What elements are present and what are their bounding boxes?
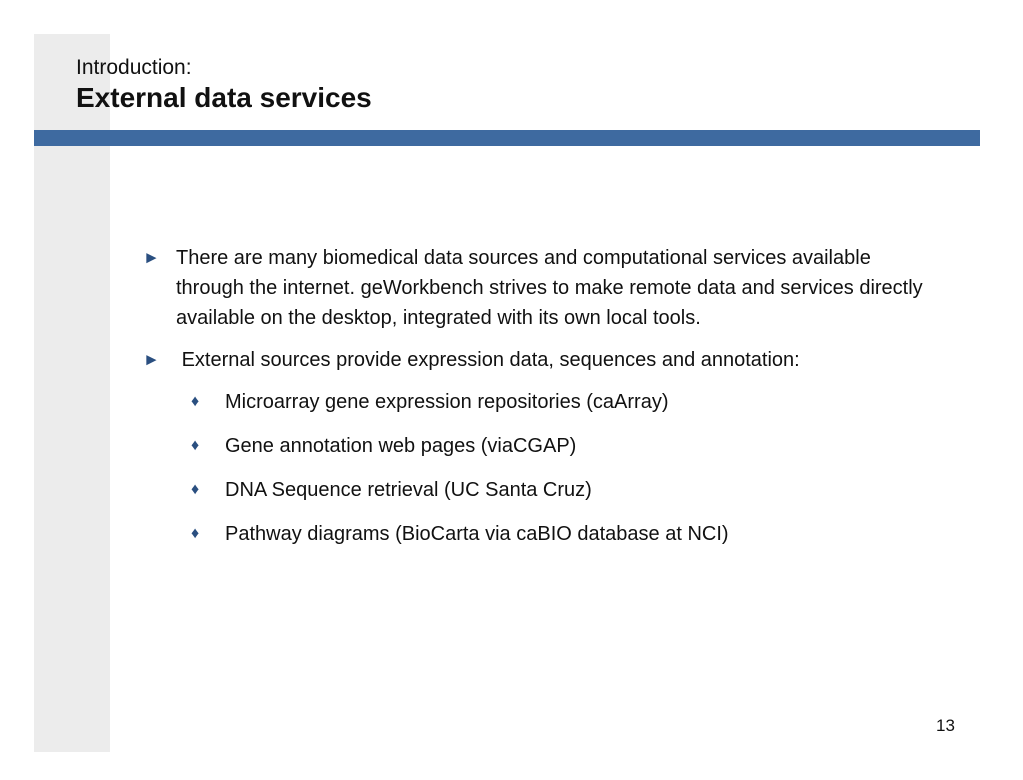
slide-title: External data services — [76, 82, 372, 113]
sub-bullet-item — [143, 475, 943, 505]
sub-bullet-text: DNA Sequence retrieval (UC Santa Cruz) — [225, 479, 592, 501]
bullet-text: There are many biomedical data sources and computational services available through the internet. geWorkbench strives to make remote data and services directly available on the desktop, integrated with its own local tools. — [176, 247, 923, 329]
bullet-item — [143, 345, 943, 375]
slide-title-block — [76, 55, 372, 115]
diamond-bullet-icon: ♦ — [191, 393, 200, 410]
sub-bullet-item — [143, 519, 943, 549]
diamond-bullet-icon: ♦ — [191, 437, 200, 454]
diamond-bullet-icon: ♦ — [191, 481, 200, 498]
diamond-bullet-icon: ♦ — [191, 525, 200, 542]
sub-bullet-item — [143, 387, 943, 417]
triangle-bullet-icon: ► — [143, 350, 160, 369]
slide-content — [143, 243, 943, 563]
bullet-text: External sources provide expression data, sequences and annotation: — [176, 349, 800, 371]
sub-bullet-item — [143, 431, 943, 461]
triangle-bullet-icon: ► — [143, 248, 160, 267]
sub-bullet-text: Microarray gene expression repositories (caArray) — [225, 391, 669, 413]
sub-bullet-text: Gene annotation web pages (viaCGAP) — [225, 435, 577, 457]
title-underline-bar — [34, 130, 980, 146]
page-number: 13 — [936, 716, 955, 735]
slide-subtitle: Introduction: — [76, 56, 192, 79]
sub-bullet-text: Pathway diagrams (BioCarta via caBIO database at NCI) — [225, 523, 729, 545]
bullet-item — [143, 243, 943, 333]
